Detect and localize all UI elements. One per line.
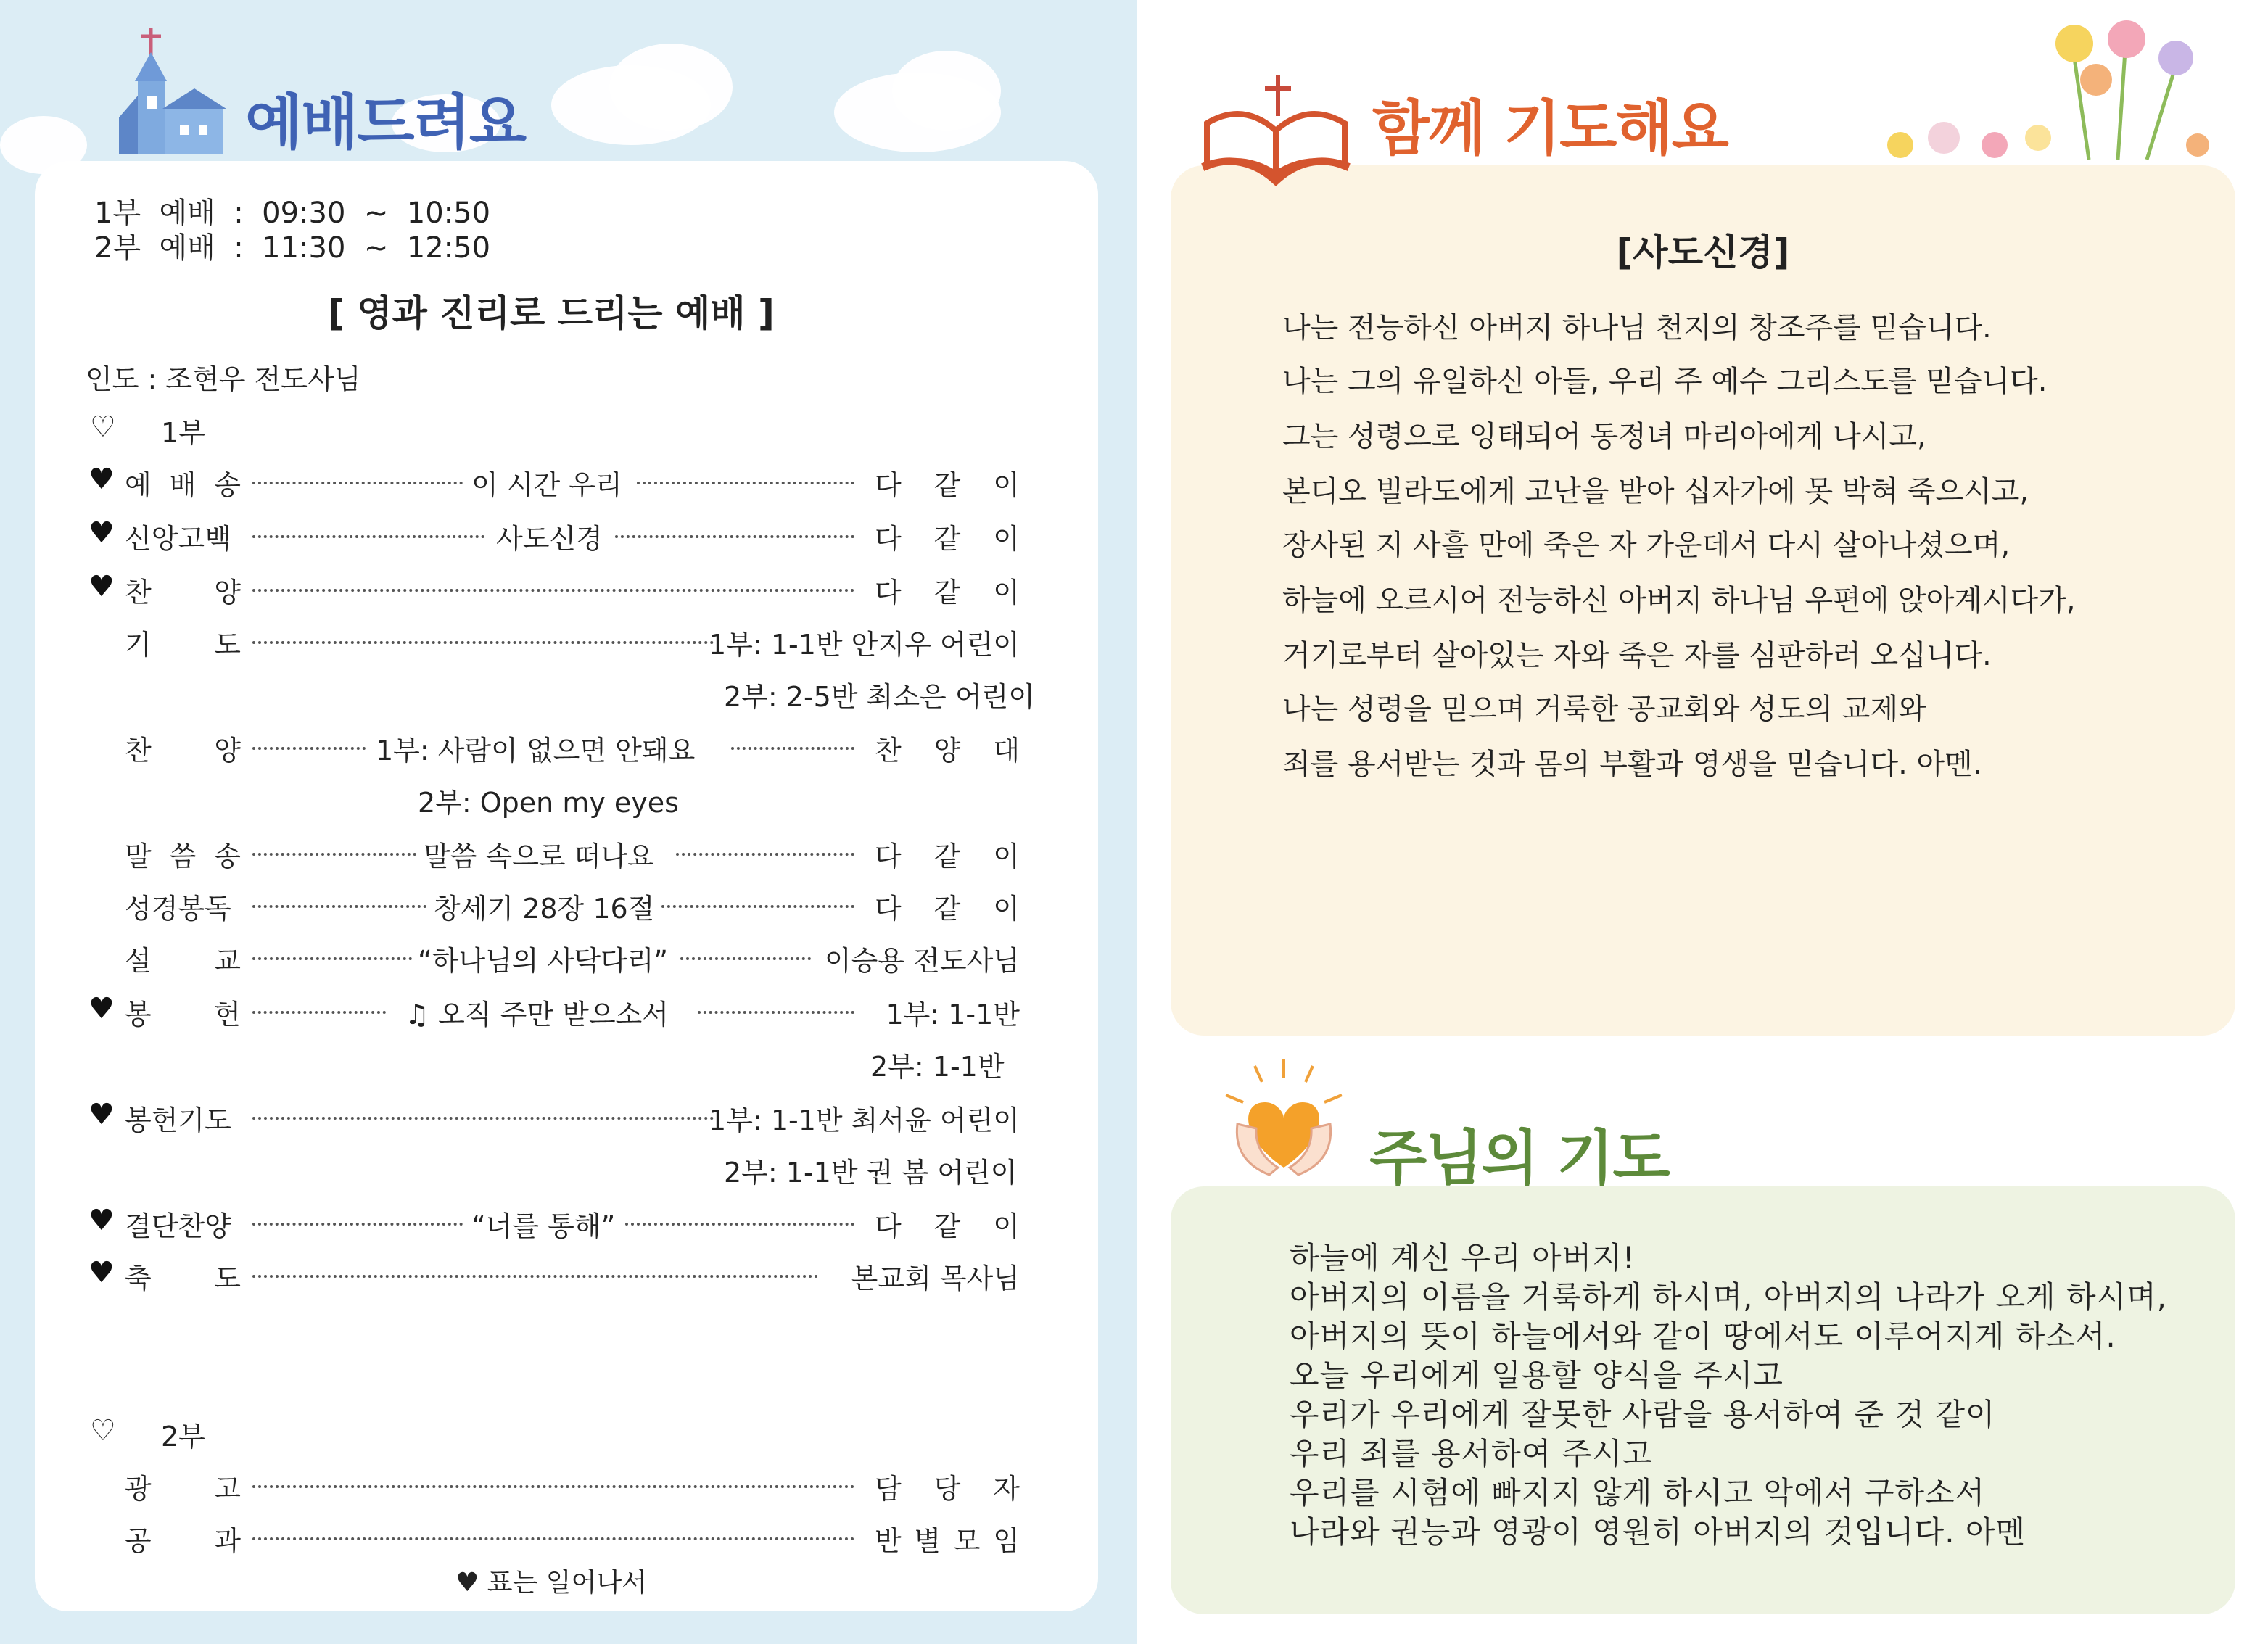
order-row-prayer (125, 622, 1020, 661)
row-subline: 2부: 2-5반 최소은 어린이 (724, 681, 1035, 713)
row-performer: 1부: 1-1반 (886, 999, 1020, 1030)
order-row-offering (125, 992, 1020, 1031)
dot-leader (252, 535, 484, 538)
part-1-label: 1부 (161, 417, 205, 449)
dot-leader (661, 905, 854, 908)
row-performer: 본교회 목사님 (851, 1263, 1020, 1294)
row-label: 성경봉독 (125, 893, 231, 925)
row-performer: 다 같 이 (875, 893, 1020, 925)
dot-leader (252, 1485, 854, 1488)
heart-icon: ♥ (88, 1098, 115, 1131)
pray-together-title: 함께 기도해요 (1372, 94, 1728, 163)
row-item: 이 시간 우리 (471, 469, 622, 501)
leader: 인도 : 조현우 전도사님 (86, 363, 361, 395)
dot-leader (252, 1537, 854, 1540)
heart-icon: ♥ (88, 516, 115, 550)
service-time-1: 1부 예배 : 09:30 ~ 10:50 (94, 197, 491, 230)
dot-leader (252, 957, 412, 960)
row-item: 창세기 28장 16절 (434, 893, 655, 925)
row-item: ♫ 오직 주만 받으소서 (405, 999, 669, 1030)
row-label: 예 배 송 (125, 469, 241, 501)
worship-title: 예배드려요 (245, 88, 526, 157)
creed-line: 그는 성령으로 잉태되어 동정녀 마리아에게 나시고, (1282, 420, 1926, 453)
dot-leader (252, 482, 463, 484)
order-row-class (125, 1519, 1020, 1558)
church-icon (119, 23, 228, 161)
row-subline: 2부: 1-1반 권 봄 어린이 (724, 1157, 1018, 1189)
row-performer: 반 별 모 임 (875, 1525, 1020, 1557)
dot-leader (676, 853, 854, 856)
creed-line: 하늘에 오르시어 전능하신 아버지 하나님 우편에 앉아계시다가, (1282, 584, 2076, 617)
row-item: “너를 통해” (471, 1210, 616, 1242)
stand-up-footnote: ♥ 표는 일어나서 (455, 1568, 647, 1598)
dot-leader (252, 1011, 386, 1014)
heart-outline-icon: ♡ (90, 410, 116, 444)
creed-line: 나는 전능하신 아버지 하나님 천지의 창조주를 믿습니다. (1282, 311, 1992, 344)
dot-leader (615, 535, 854, 538)
dot-leader (637, 482, 854, 484)
service-time-2: 2부 예배 : 11:30 ~ 12:50 (94, 231, 491, 265)
row-performer: 1부: 1-1반 최서윤 어린이 (709, 1104, 1020, 1136)
service-title: [ 영과 진리로 드리는 예배 ] (328, 292, 775, 334)
cloud-decoration (609, 44, 733, 131)
row-label: 신앙고백 (125, 523, 231, 555)
order-row-benediction (125, 1256, 1020, 1295)
row-subline: 2부: 1-1반 (870, 1051, 1005, 1083)
dot-leader (698, 1011, 854, 1014)
row-label: 축 도 (125, 1263, 241, 1294)
row-label: 광 고 (125, 1473, 241, 1505)
creed-line: 본디오 빌라도에게 고난을 받아 십자가에 못 박혀 죽으시고, (1282, 475, 2029, 508)
heart-hands-icon (1211, 1059, 1356, 1189)
row-item: 1부: 사람이 없으면 안돼요 (376, 735, 696, 767)
lords-prayer-line: 우리를 시험에 빠지지 않게 하시고 악에서 구하소서 (1290, 1475, 1986, 1511)
row-label: 설 교 (125, 945, 241, 977)
row-performer: 찬 양 대 (875, 735, 1020, 767)
heart-outline-icon: ♡ (90, 1414, 116, 1447)
row-performer: 다 같 이 (875, 523, 1020, 555)
creed-line: 나는 그의 유일하신 아들, 우리 주 예수 그리스도를 믿습니다. (1282, 365, 2048, 398)
lords-prayer-line: 아버지의 뜻이 하늘에서와 같이 땅에서도 이루어지게 하소서. (1290, 1318, 2116, 1354)
dot-leader (252, 589, 854, 592)
dot-leader (252, 1223, 463, 1226)
row-item: 말씀 속으로 떠나요 (424, 840, 654, 872)
lords-prayer-line: 하늘에 계신 우리 아버지! (1290, 1240, 1636, 1276)
order-row-commitment-song (125, 1204, 1020, 1243)
cloud-decoration (892, 51, 1001, 131)
row-label: 찬 양 (125, 735, 241, 767)
lords-prayer-line: 우리 죄를 용서하여 주시고 (1290, 1436, 1653, 1471)
part-2-label: 2부 (161, 1421, 205, 1453)
dot-leader (731, 747, 854, 750)
row-performer: 1부: 1-1반 안지우 어린이 (709, 629, 1020, 661)
order-row-scripture (125, 886, 1020, 925)
row-subline: 2부: Open my eyes (418, 787, 679, 819)
row-performer: 다 같 이 (875, 577, 1020, 608)
heart-icon: ♥ (88, 463, 115, 496)
creed-line: 장사된 지 사흘 만에 죽은 자 가운데서 다시 살아나셨으며, (1282, 529, 2011, 562)
order-row-creed (125, 516, 1020, 555)
order-row-choir (125, 728, 1020, 767)
dot-leader (252, 905, 426, 908)
order-row-word-song (125, 834, 1020, 873)
dot-leader (625, 1223, 854, 1226)
row-label: 봉 헌 (125, 999, 241, 1030)
row-performer: 다 같 이 (875, 469, 1020, 501)
row-label: 찬 양 (125, 577, 241, 608)
creed-line: 죄를 용서받는 것과 몸의 부활과 영생을 믿습니다. 아멘. (1282, 748, 1982, 781)
row-label: 봉헌기도 (125, 1104, 231, 1136)
heart-icon: ♥ (88, 1204, 115, 1237)
order-row-offering-prayer (125, 1098, 1020, 1137)
lords-prayer-line: 나라와 권능과 영광이 영원히 아버지의 것입니다. 아멘 (1290, 1514, 2026, 1550)
flowers-icon (1857, 15, 2219, 167)
dot-leader (252, 1275, 818, 1278)
heart-icon: ♥ (88, 992, 115, 1025)
creed-line: 거기로부터 살아있는 자와 죽은 자를 심판하러 오십니다. (1282, 639, 1992, 672)
dot-leader (252, 853, 416, 856)
row-performer: 다 같 이 (875, 840, 1020, 872)
order-row-hymn (125, 463, 1020, 502)
row-label: 결단찬양 (125, 1210, 231, 1242)
dot-leader (252, 747, 366, 750)
heart-icon: ♥ (88, 570, 115, 603)
order-row-announcements (125, 1466, 1020, 1505)
creed-title: [사도신경] (1616, 231, 1790, 273)
lords-prayer-line: 우리가 우리에게 잘못한 사람을 용서하여 준 것 같이 (1290, 1397, 1996, 1432)
dot-leader (252, 1117, 714, 1120)
row-item: “하나님의 사닥다리” (418, 945, 669, 977)
lords-prayer-line: 아버지의 이름을 거룩하게 하시며, 아버지의 나라가 오게 하시며, (1290, 1279, 2168, 1315)
dot-leader (252, 641, 714, 644)
lords-prayer-title: 주님의 기도 (1369, 1124, 1669, 1193)
heart-icon: ♥ (88, 1256, 115, 1289)
order-row-sermon (125, 938, 1020, 978)
order-row-praise (125, 570, 1020, 609)
row-performer: 이승용 전도사님 (824, 945, 1020, 977)
row-item: 사도신경 (496, 523, 603, 555)
row-performer: 담 당 자 (875, 1473, 1020, 1505)
row-label: 기 도 (125, 629, 241, 661)
dot-leader (680, 957, 811, 960)
creed-line: 나는 성령을 믿으며 거룩한 공교회와 성도의 교제와 (1282, 693, 1926, 726)
row-label: 공 과 (125, 1525, 241, 1557)
row-label: 말 씀 송 (125, 840, 241, 872)
lords-prayer-line: 오늘 우리에게 일용할 양식을 주시고 (1290, 1358, 1784, 1393)
open-bible-icon (1200, 73, 1352, 189)
row-performer: 다 같 이 (875, 1210, 1020, 1242)
